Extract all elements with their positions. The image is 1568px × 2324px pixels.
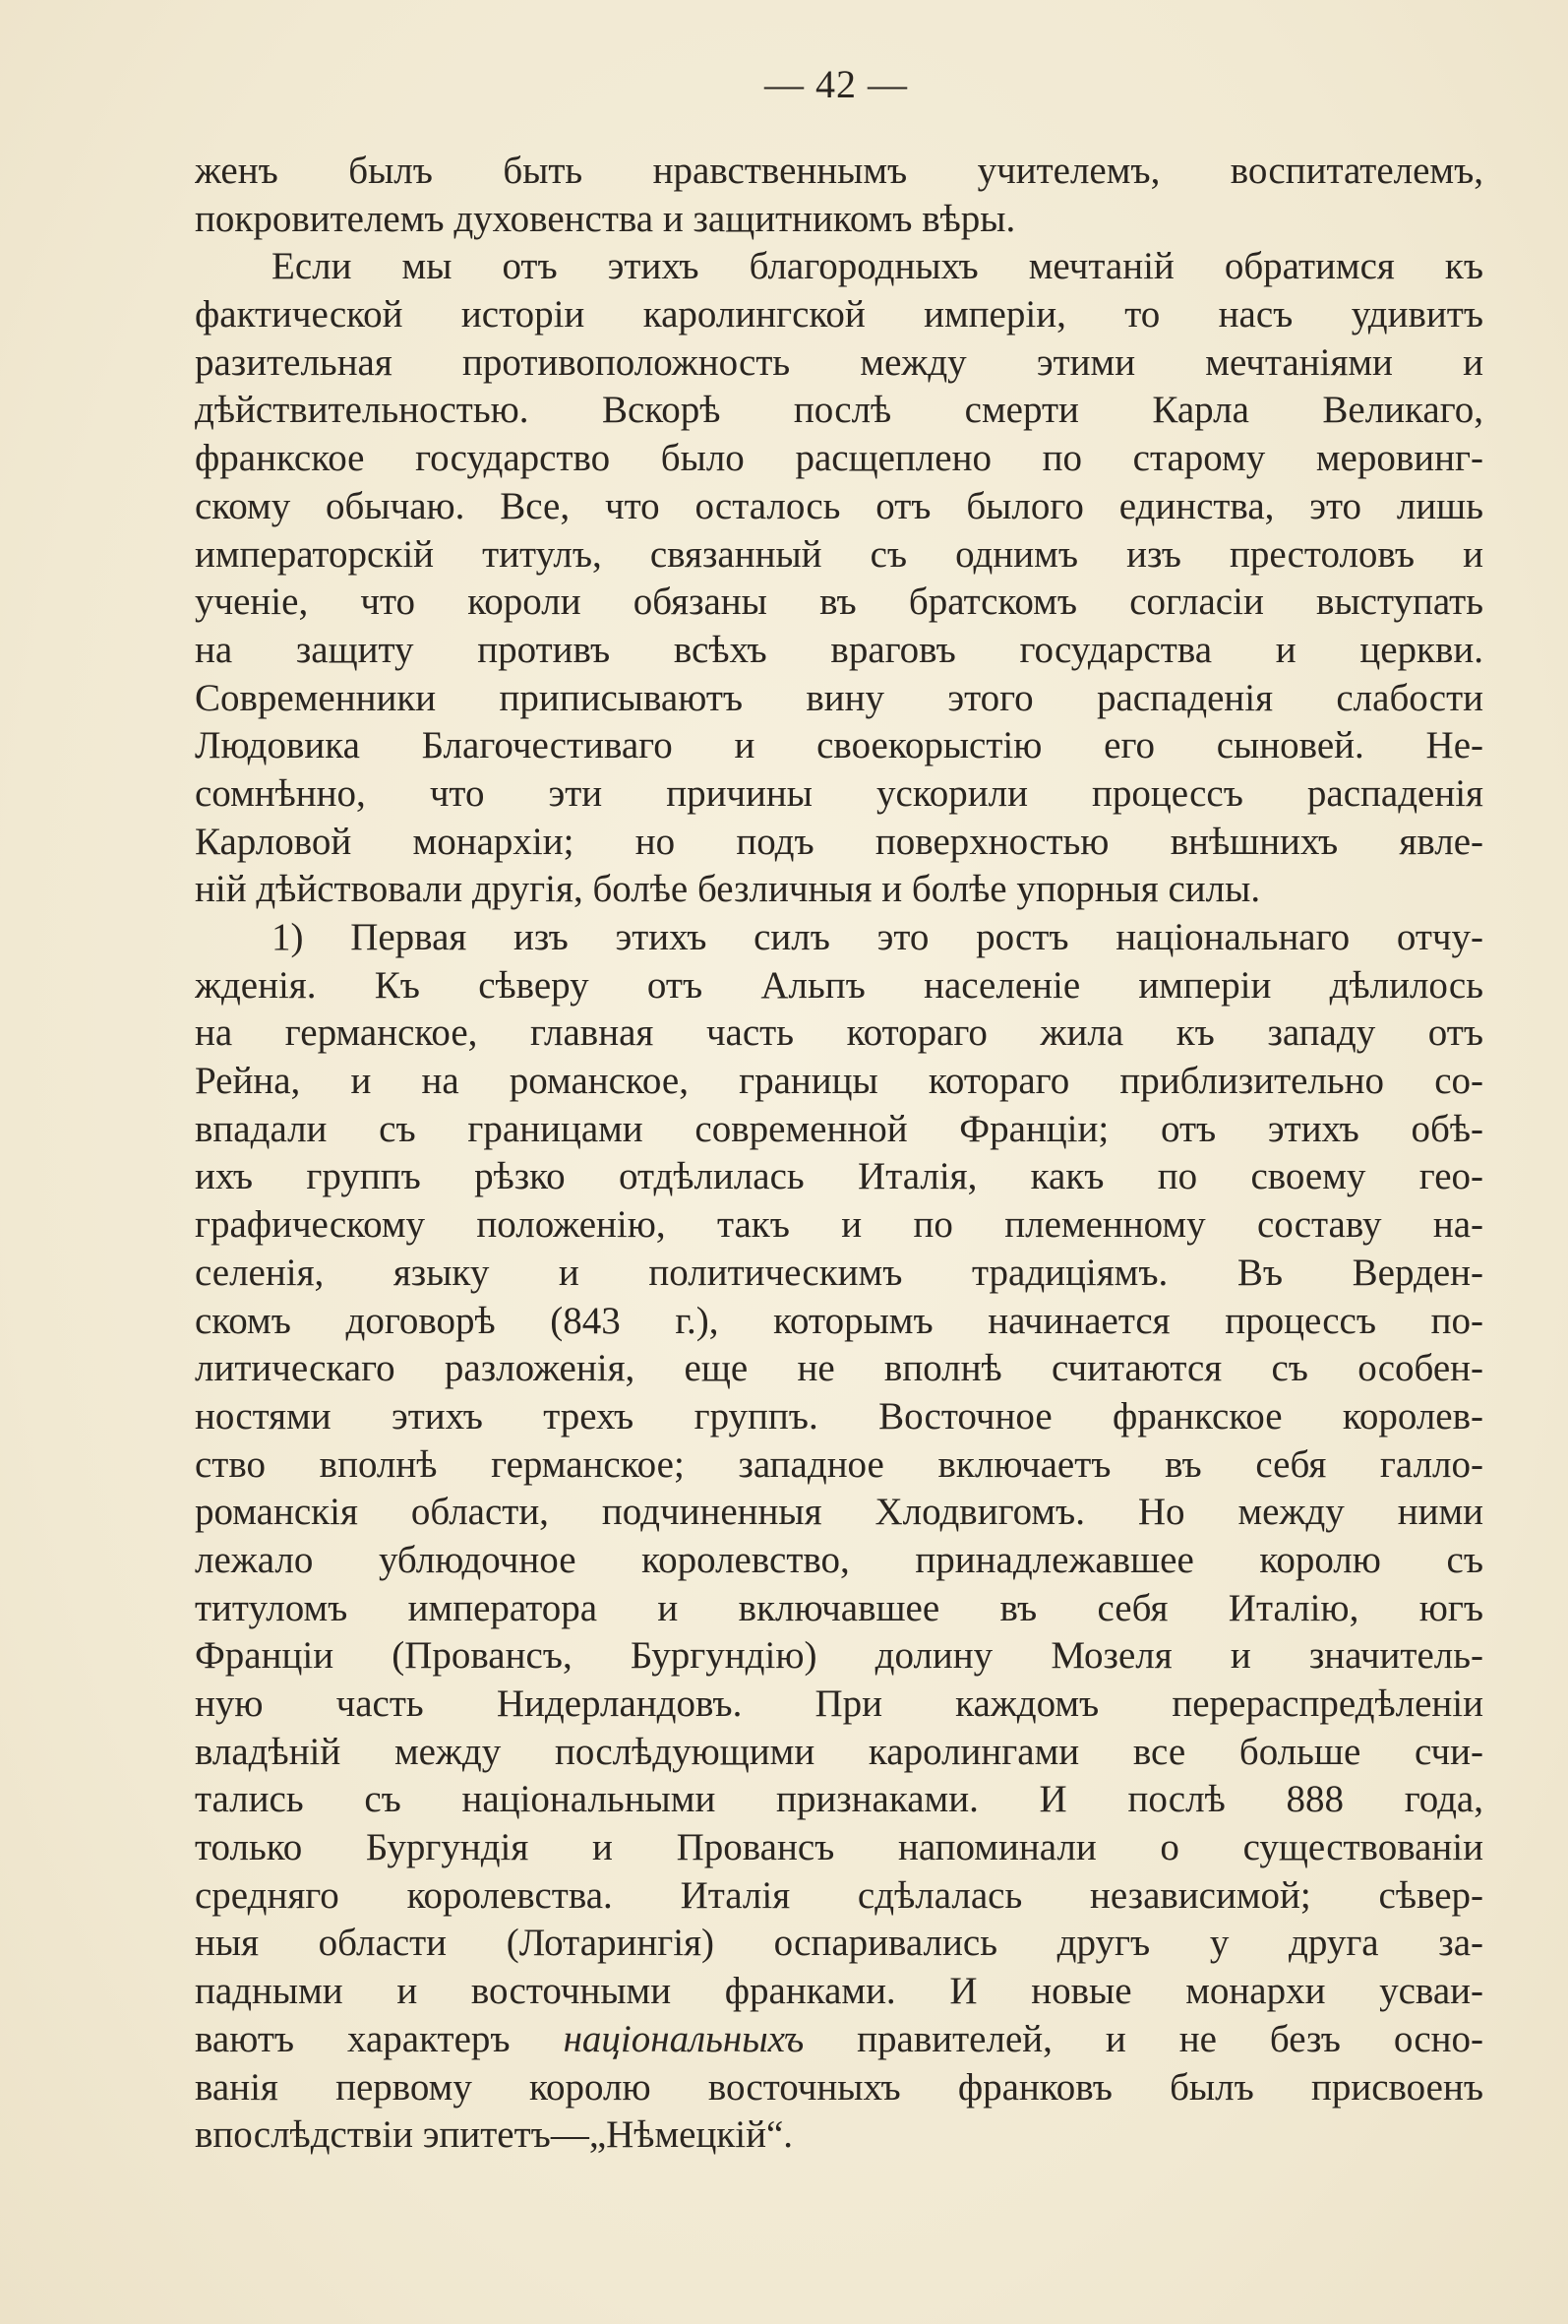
- text-line: сомнѣнно, что эти причины ускорили процессъ распаденія: [195, 771, 1483, 815]
- text-line: графическому положенію, такъ и по племенному составу на-: [195, 1203, 1483, 1247]
- text-line: впослѣдствіи эпитетъ—„Нѣмецкій“.: [195, 2113, 794, 2157]
- text-line: ство вполнѣ германское; западное включаетъ въ себя галло-: [195, 1442, 1483, 1486]
- text-line: женъ былъ быть нравственнымъ учителемъ, воспитателемъ,: [195, 150, 1483, 192]
- text-line: жденія. Къ сѣверу отъ Альпъ населеніе имперіи дѣлилось: [195, 963, 1483, 1007]
- text-line: ностями этихъ трехъ группъ. Восточное франкское королев-: [195, 1394, 1483, 1437]
- text-line: лежало ублюдочное королевство, принадлежавшее королю съ: [195, 1538, 1483, 1581]
- text-line: на защиту противъ всѣхъ враговъ государства и церкви.: [195, 628, 1483, 671]
- text-line: средняго королевства. Италія сдѣлалась независимой; сѣвер-: [195, 1873, 1483, 1917]
- text-line: разительная противоположность между этими мечтаніями и: [195, 340, 1483, 384]
- text-line: впадали съ границами современной Франціи; отъ этихъ обѣ-: [195, 1107, 1483, 1150]
- text-line: ихъ группъ рѣзко отдѣлилась Италія, какъ по своему гео-: [195, 1155, 1483, 1198]
- text-line: [195, 2016, 1483, 2064]
- text-line: франкское государство было расщеплено по старому меровинг-: [195, 437, 1483, 480]
- text-line: владѣній между послѣдующими каролингами все больше счи-: [195, 1730, 1483, 1773]
- body-text: [195, 148, 1483, 2160]
- text-line: Людовика Благочестиваго и своекорыстію его сыновей. Не-: [195, 724, 1483, 767]
- text-line: селенія, языку и политическимъ традиціямъ. Въ Верден-: [195, 1251, 1483, 1294]
- text-line: императорскій титулъ, связанный съ однимъ изъ престоловъ и: [195, 532, 1483, 576]
- text-line: ныя области (Лотарингія) оспаривались другъ у друга за-: [195, 1922, 1483, 1965]
- italic-term: національныхъ: [563, 2017, 805, 2060]
- page-number: — 42 —: [764, 62, 908, 106]
- text-line: ній дѣйствовали другія, болѣе безличныя и болѣе упорныя силы.: [195, 868, 1261, 911]
- text-line: покровителемъ духовенства и защитникомъ вѣры.: [195, 197, 1016, 240]
- text-line: ученіе, что короли обязаны въ братскомъ согласіи выступать: [195, 581, 1483, 624]
- text-fragment: ваютъ характеръ: [195, 2017, 564, 2060]
- text-line: Современники приписываютъ вину этого распаденія слабости: [195, 676, 1483, 719]
- text-line: Карловой монархіи; но подъ поверхностью внѣшнихъ явле-: [195, 820, 1483, 863]
- text-line: романскія области, подчиненныя Хлодвигомъ. Но между ними: [195, 1491, 1483, 1534]
- text-line: дѣйствительностью. Вскорѣ послѣ смерти Карла Великаго,: [195, 389, 1483, 432]
- text-line: 1) Первая изъ этихъ силъ это ростъ національнаго отчу-: [271, 916, 1483, 958]
- text-line: Если мы отъ этихъ благородныхъ мечтаній обратимся къ: [271, 245, 1483, 288]
- text-line: на германское, главная часть котораго жила къ западу отъ: [195, 1011, 1483, 1055]
- text-line: Франціи (Провансъ, Бургундію) долину Мозеля и значитель-: [195, 1634, 1483, 1678]
- text-line: падными и восточными франками. И новые монархи усваи-: [195, 1970, 1483, 2013]
- text-line: тались съ національными признаками. И послѣ 888 года,: [195, 1778, 1483, 1821]
- text-line: только Бургундія и Провансъ напоминали о существованіи: [195, 1826, 1483, 1869]
- text-fragment: правителей, и не безъ осно-: [804, 2017, 1483, 2060]
- text-line: скомъ договорѣ (843 г.), которымъ начинается процессъ по-: [195, 1299, 1483, 1342]
- text-line: титуломъ императора и включавшее въ себя Италію, югъ: [195, 1586, 1483, 1629]
- text-line: скому обычаю. Все, что осталось отъ былого единства, это лишь: [195, 484, 1483, 527]
- text-line: ную часть Нидерландовъ. При каждомъ перераспредѣленіи: [195, 1682, 1483, 1725]
- text-line: Рейна, и на романское, границы котораго приблизительно со-: [195, 1060, 1483, 1103]
- text-line: фактической исторіи каролингской имперіи, то насъ удивитъ: [195, 293, 1483, 336]
- text-line: литическаго разложенія, еще не вполнѣ считаются съ особен-: [195, 1347, 1483, 1390]
- text-line: ванія первому королю восточныхъ франковъ былъ присвоенъ: [195, 2065, 1483, 2109]
